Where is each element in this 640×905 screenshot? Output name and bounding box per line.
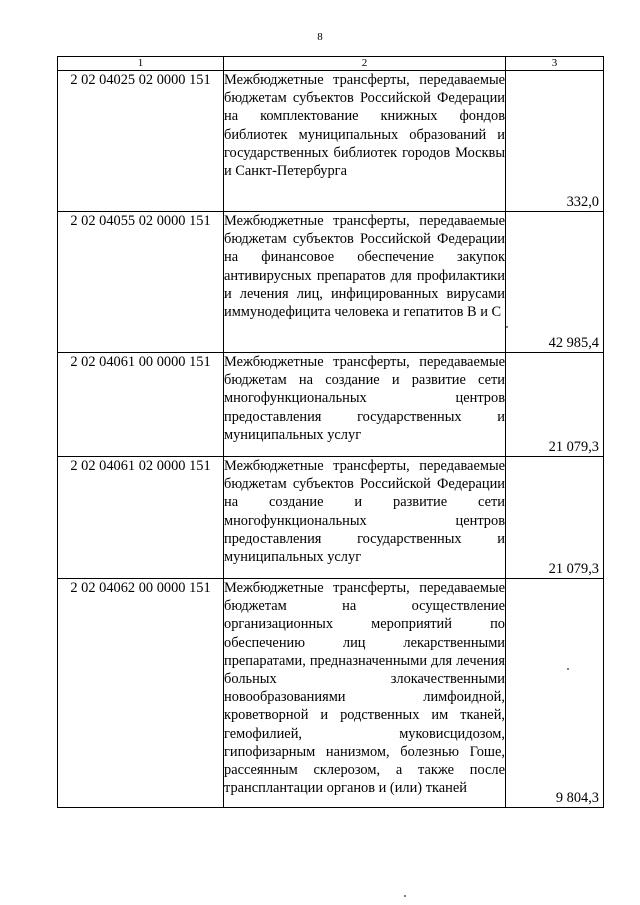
scan-artifact-dot — [567, 668, 569, 670]
transfer-name-cell — [224, 71, 506, 212]
column-header-code: 1 — [58, 57, 224, 71]
column-header-name: 2 — [224, 57, 506, 71]
transfer-name-cell — [224, 579, 506, 808]
transfer-name-text: Межбюджетные трансферты, передаваемые бюджетам на создание и развитие сети многофункциональных центров предоставления государственных и муниципальных услуг — [224, 354, 505, 443]
amount-cell: 21 079,3 — [506, 457, 604, 579]
amount-cell: 332,0 — [506, 71, 604, 212]
amount-cell: 42 985,4 — [506, 212, 604, 353]
transfer-name-text: Межбюджетные трансферты, передаваемые бюджетам субъектов Российской Федерации на финансовое обеспечение закупок антивирусных препаратов для профилактики и лечения лиц, инфицированных вирусами иммунодефицита человека и гепатитов В и С — [224, 213, 505, 321]
budget-table — [57, 56, 604, 808]
budget-code-cell: 2 02 04055 02 0000 151 — [58, 212, 224, 353]
transfer-name-text: Межбюджетные трансферты, передаваемые бюджетам субъектов Российской Федерации на комплектование книжных фондов библиотек муниципальных образований и государственных библиотек городов Москвы и Санкт-Петербурга — [224, 72, 505, 180]
budget-code-cell: 2 02 04062 00 0000 151 — [58, 579, 224, 808]
table-row — [58, 212, 604, 353]
table-row — [58, 71, 604, 212]
budget-code-cell: 2 02 04025 02 0000 151 — [58, 71, 224, 212]
transfer-name-text: Межбюджетные трансферты, передаваемые бюджетам субъектов Российской Федерации на создание и развитие сети многофункциональных центров предоставления государственных и муниципальных услуг — [224, 458, 505, 566]
scan-artifact-dot — [404, 895, 406, 897]
transfer-name-text: Межбюджетные трансферты, передаваемые бюджетам на осуществление организационных мероприятий по обеспечению лиц лекарственными препаратами, предназначенными для лечения больных злокачественными новообразованиями лимфоидной, кроветворной и родственных им тканей, гемофилией, муковисцидозом, гипофизарным нанизмом, болезнью Гоше, рассеянным склерозом, а также после трансплантации органов и (или) тканей — [224, 580, 505, 797]
amount-cell: 9 804,3 — [506, 579, 604, 808]
table-row — [58, 353, 604, 457]
budget-code-cell: 2 02 04061 00 0000 151 — [58, 353, 224, 457]
column-header-amount: 3 — [506, 57, 604, 71]
transfer-name-cell — [224, 457, 506, 579]
budget-code-cell: 2 02 04061 02 0000 151 — [58, 457, 224, 579]
page-number: 8 — [317, 31, 323, 43]
table-row — [58, 457, 604, 579]
scan-artifact-dot — [506, 326, 508, 328]
table-row — [58, 579, 604, 808]
transfer-name-cell — [224, 353, 506, 457]
amount-cell: 21 079,3 — [506, 353, 604, 457]
transfer-name-cell — [224, 212, 506, 353]
table-header-row — [58, 57, 604, 71]
